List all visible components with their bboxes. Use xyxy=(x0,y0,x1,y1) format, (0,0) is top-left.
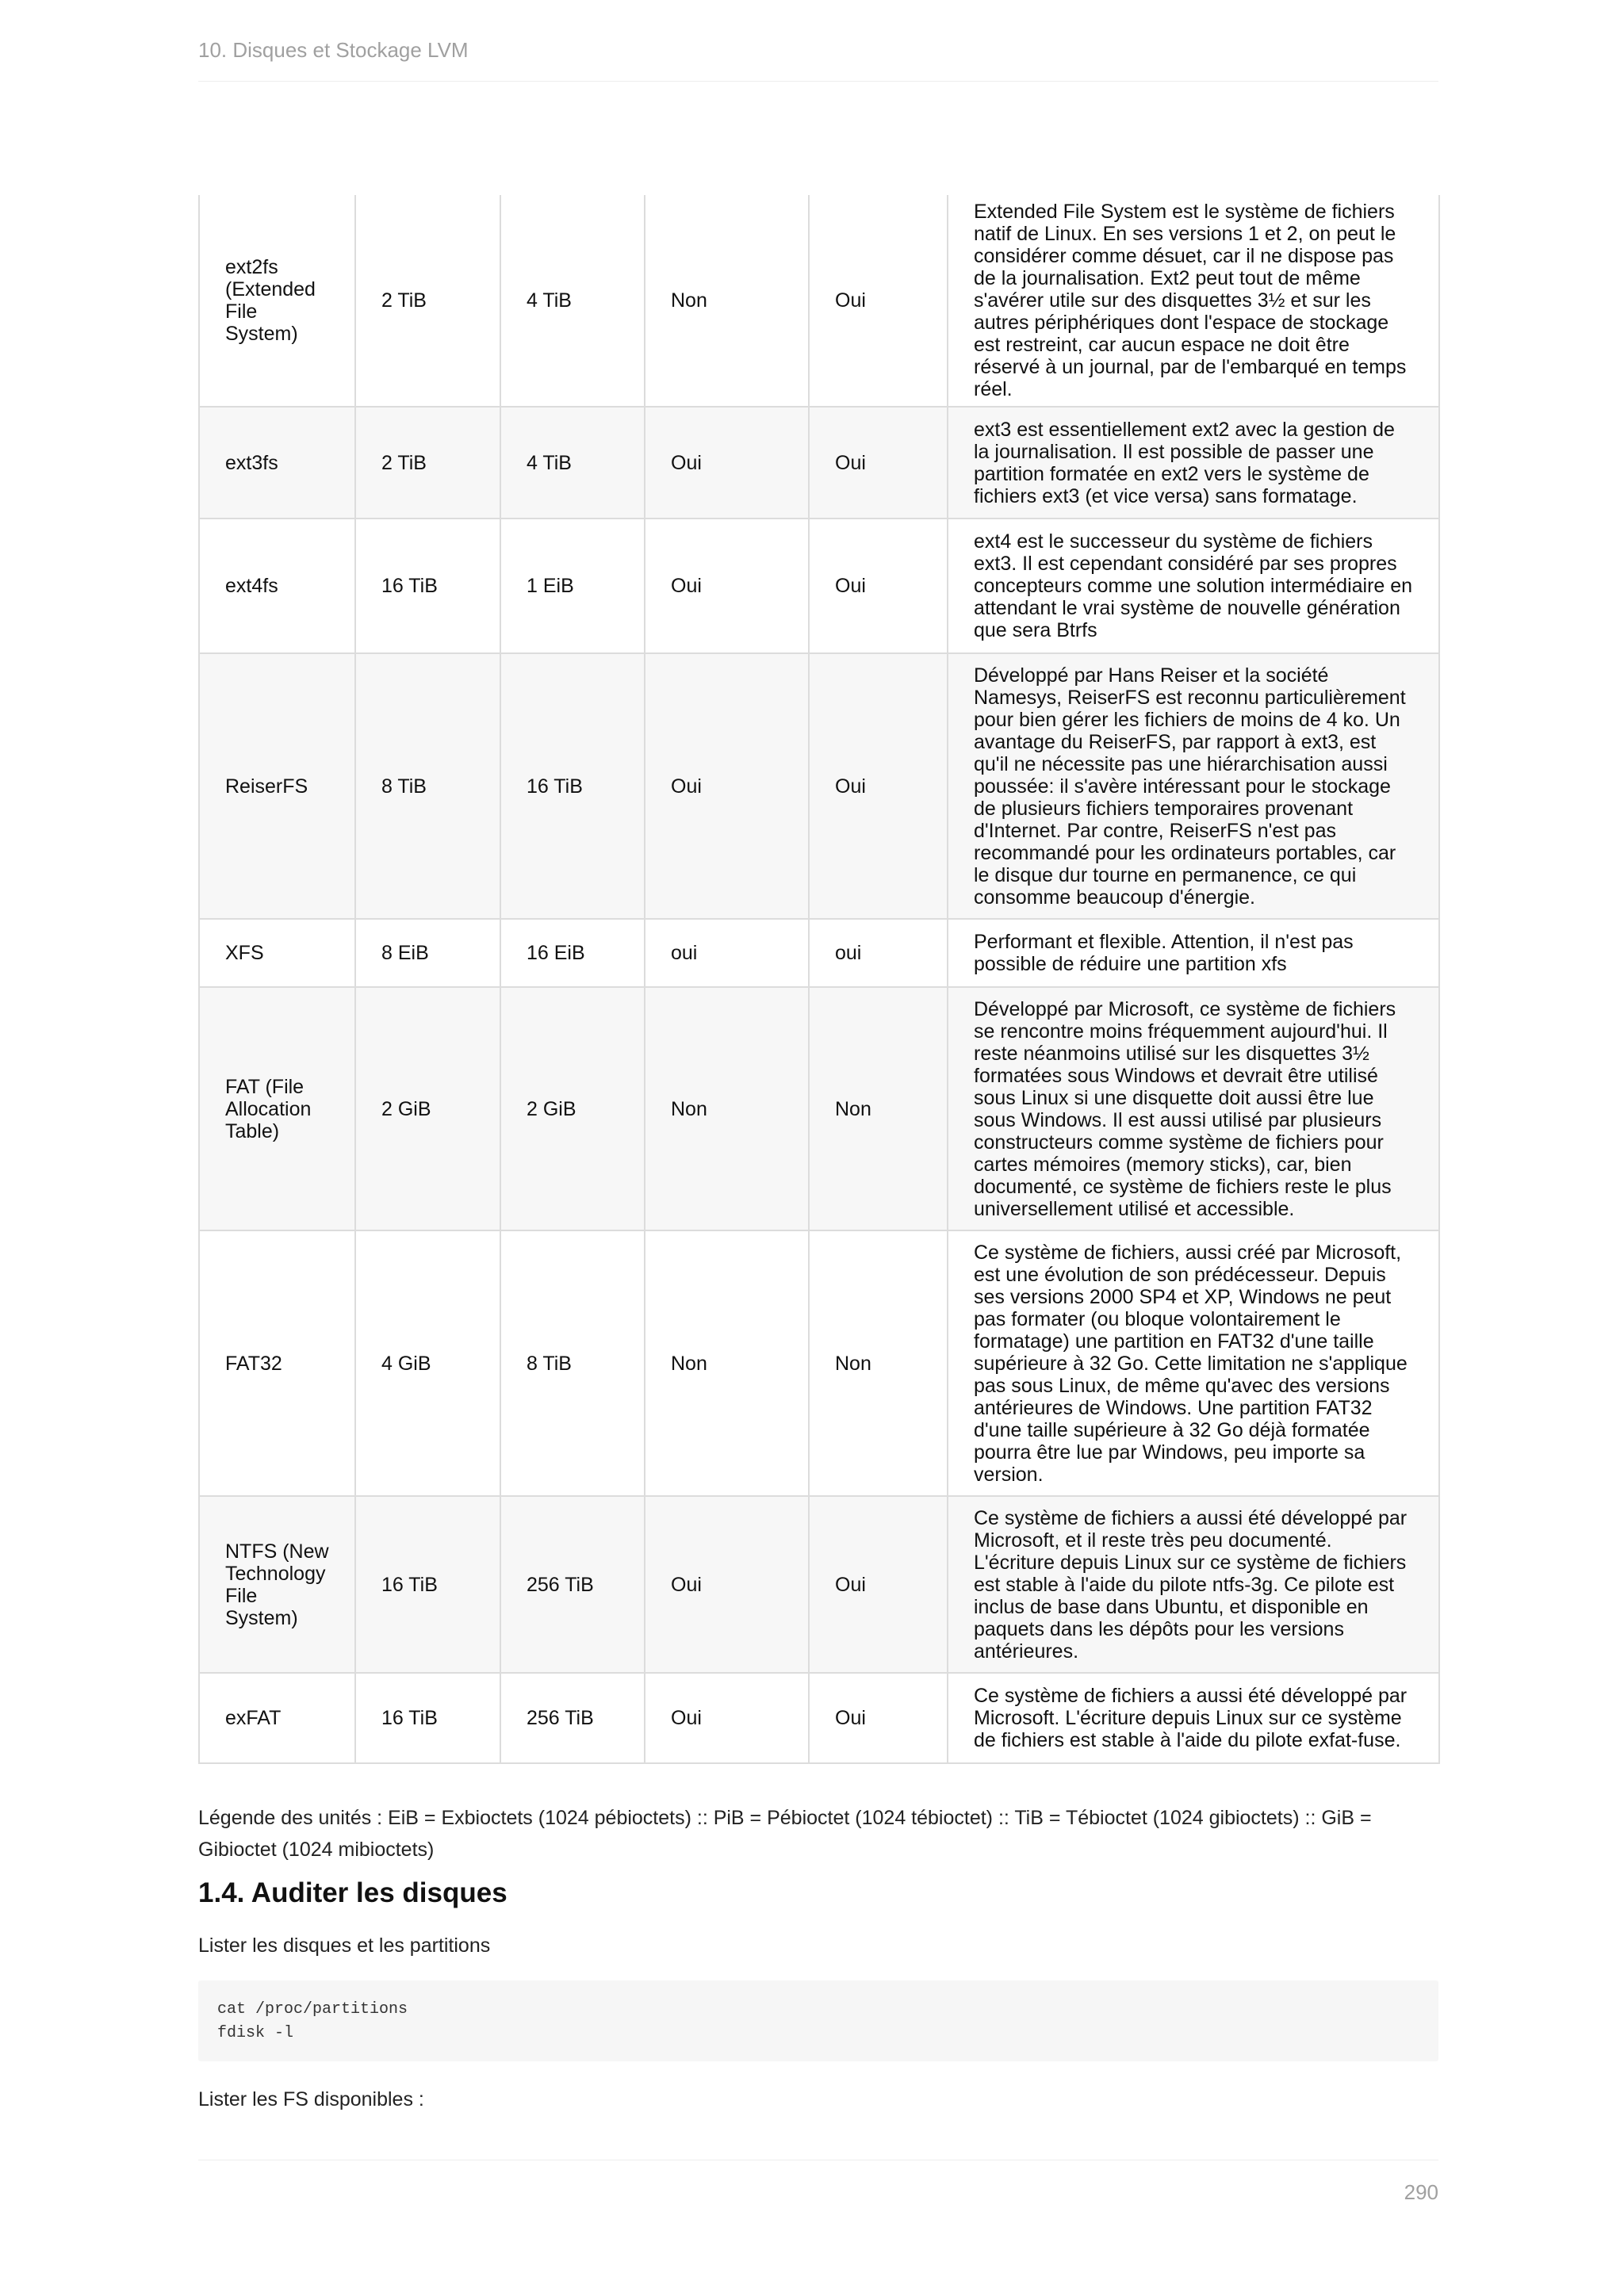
code-line: cat /proc/partitions xyxy=(217,2000,408,2019)
linux-support-cell: Oui xyxy=(809,519,948,653)
fs-name-cell: exFAT xyxy=(199,1673,355,1763)
linux-support-cell: Oui xyxy=(809,1673,948,1763)
max-partition-size-cell: 256 TiB xyxy=(500,1673,645,1763)
max-partition-size-cell: 4 TiB xyxy=(500,407,645,519)
paragraph-list-fs: Lister les FS disponibles : xyxy=(198,2088,424,2110)
max-partition-size-cell: 4 TiB xyxy=(500,195,645,407)
max-file-size-cell: 4 GiB xyxy=(355,1230,500,1496)
units-legend: Légende des unités : EiB = Exbioctets (1024 pébioctets) :: PiB = Pébioctet (1024 tébioctet) :: TiB = Tébioctet (1024 gibioctets) :: GiB = Gibioctet (1024 mibioctets) xyxy=(198,1807,1372,1861)
fs-name-cell: NTFS (New Technology File System) xyxy=(199,1496,355,1673)
max-partition-size-cell: 256 TiB xyxy=(500,1496,645,1673)
fs-name-cell: ext2fs (Extended File System) xyxy=(199,195,355,407)
fs-name-cell: ext4fs xyxy=(199,519,355,653)
max-partition-size-cell: 16 TiB xyxy=(500,653,645,919)
page-number: 290 xyxy=(1404,2180,1438,2204)
description-cell: ext3 est essentiellement ext2 avec la gestion de la journalisation. Il est possible de passer une partition formatée en ext2 vers le système de fichiers ext3 (et vice versa) sans formatage. xyxy=(948,407,1439,519)
max-partition-size-cell: 16 EiB xyxy=(500,919,645,987)
description-cell: Ce système de fichiers a aussi été développé par Microsoft. L'écriture depuis Linux sur ce système de fichiers est stable à l'aide du pilote exfat-fuse. xyxy=(948,1673,1439,1763)
description-cell: Extended File System est le système de fichiers natif de Linux. En ses versions 1 et 2, on peut le considérer comme désuet, car il ne dispose pas de la journalisation. Ext2 peut tout de même s'avérer utile sur des disquettes 3½ et sur les autres périphériques dont l'espace de stockage est restreint, car aucun espace ne doit être réservé à un journal, par de l'embarqué en temps réel. xyxy=(948,195,1439,407)
max-partition-size-cell: 2 GiB xyxy=(500,987,645,1230)
table-row xyxy=(199,195,1439,407)
linux-support-cell: Oui xyxy=(809,195,948,407)
linux-support-cell: Non xyxy=(809,987,948,1230)
table-row xyxy=(199,407,1439,519)
journal-cell: Oui xyxy=(645,653,809,919)
max-file-size-cell: 8 EiB xyxy=(355,919,500,987)
max-file-size-cell: 16 TiB xyxy=(355,519,500,653)
description-cell: Performant et flexible. Attention, il n'est pas possible de réduire une partition xfs xyxy=(948,919,1439,987)
fs-name-cell: FAT (File Allocation Table) xyxy=(199,987,355,1230)
filesystem-table xyxy=(198,195,1440,1764)
fs-name-cell: FAT32 xyxy=(199,1230,355,1496)
linux-support-cell: Oui xyxy=(809,1496,948,1673)
description-cell: Ce système de fichiers, aussi créé par Microsoft, est une évolution de son prédécesseur. Depuis ses versions 2000 SP4 et XP, Windows ne peut pas formater (ou bloque volontairement le formatage) une partition en FAT32 d'une taille supérieure à 32 Go. Cette limitation ne s'applique pas sous Linux, de même qu'avec des versions antérieures de Windows. Une partition FAT32 d'une taille supérieure à 32 Go déjà formatée pourra être lue par Windows, peu importe sa version. xyxy=(948,1230,1439,1496)
table-row xyxy=(199,1230,1439,1496)
linux-support-cell: Oui xyxy=(809,653,948,919)
max-file-size-cell: 2 TiB xyxy=(355,195,500,407)
running-header: 10. Disques et Stockage LVM xyxy=(198,38,469,62)
max-file-size-cell: 16 TiB xyxy=(355,1673,500,1763)
table-row xyxy=(199,519,1439,653)
table-row xyxy=(199,919,1439,987)
section-title: 1.4. Auditer les disques xyxy=(198,1877,508,1908)
max-partition-size-cell: 8 TiB xyxy=(500,1230,645,1496)
table-row xyxy=(199,1496,1439,1673)
table-row xyxy=(199,653,1439,919)
paragraph-list-disks: Lister les disques et les partitions xyxy=(198,1934,491,1957)
journal-cell: Oui xyxy=(645,1496,809,1673)
journal-cell: Oui xyxy=(645,1673,809,1763)
journal-cell: Non xyxy=(645,987,809,1230)
code-line: fdisk -l xyxy=(217,2024,294,2042)
description-cell: Développé par Microsoft, ce système de fichiers se rencontre moins fréquemment aujourd'hui. Il reste néanmoins utilisé sur les disquettes 3½ formatées sous Windows et devrait être utilisé sous Linux si une disquette doit aussi être lue sous Windows. Il est aussi utilisé par plusieurs constructeurs comme système de fichiers pour cartes mémoires (memory sticks), car, bien documenté, ce système de fichiers reste le plus universellement utilisé et accessible. xyxy=(948,987,1439,1230)
max-file-size-cell: 8 TiB xyxy=(355,653,500,919)
description-cell: Ce système de fichiers a aussi été développé par Microsoft, et il reste très peu documenté. L'écriture depuis Linux sur ce système de fichiers est stable à l'aide du pilote ntfs-3g. Ce pilote est inclus de base dans Ubuntu, et disponible en paquets dans les dépôts pour les versions antérieures. xyxy=(948,1496,1439,1673)
max-file-size-cell: 2 TiB xyxy=(355,407,500,519)
header-divider xyxy=(198,81,1438,82)
max-file-size-cell: 2 GiB xyxy=(355,987,500,1230)
journal-cell: oui xyxy=(645,919,809,987)
fs-name-cell: ReiserFS xyxy=(199,653,355,919)
journal-cell: Oui xyxy=(645,519,809,653)
journal-cell: Non xyxy=(645,195,809,407)
journal-cell: Non xyxy=(645,1230,809,1496)
table-row xyxy=(199,987,1439,1230)
journal-cell: Oui xyxy=(645,407,809,519)
linux-support-cell: Non xyxy=(809,1230,948,1496)
max-partition-size-cell: 1 EiB xyxy=(500,519,645,653)
description-cell: Développé par Hans Reiser et la société Namesys, ReiserFS est reconnu particulièrement pour bien gérer les fichiers de moins de 4 ko. Un avantage du ReiserFS, par rapport à ext3, est qu'il ne nécessite pas une hiérarchisation aussi poussée: il s'avère intéressant pour le stockage de plusieurs fichiers temporaires provenant d'Internet. Par contre, ReiserFS n'est pas recommandé pour les ordinateurs portables, car le disque dur tourne en permanence, ce qui consomme beaucoup d'énergie. xyxy=(948,653,1439,919)
max-file-size-cell: 16 TiB xyxy=(355,1496,500,1673)
linux-support-cell: Oui xyxy=(809,407,948,519)
fs-name-cell: ext3fs xyxy=(199,407,355,519)
code-block[interactable] xyxy=(198,1980,1438,2061)
description-cell: ext4 est le successeur du système de fichiers ext3. Il est cependant considéré par ses propres concepteurs comme une solution intermédiaire en attendant le vrai système de nouvelle génération que sera Btrfs xyxy=(948,519,1439,653)
fs-name-cell: XFS xyxy=(199,919,355,987)
table-row xyxy=(199,1673,1439,1763)
linux-support-cell: oui xyxy=(809,919,948,987)
